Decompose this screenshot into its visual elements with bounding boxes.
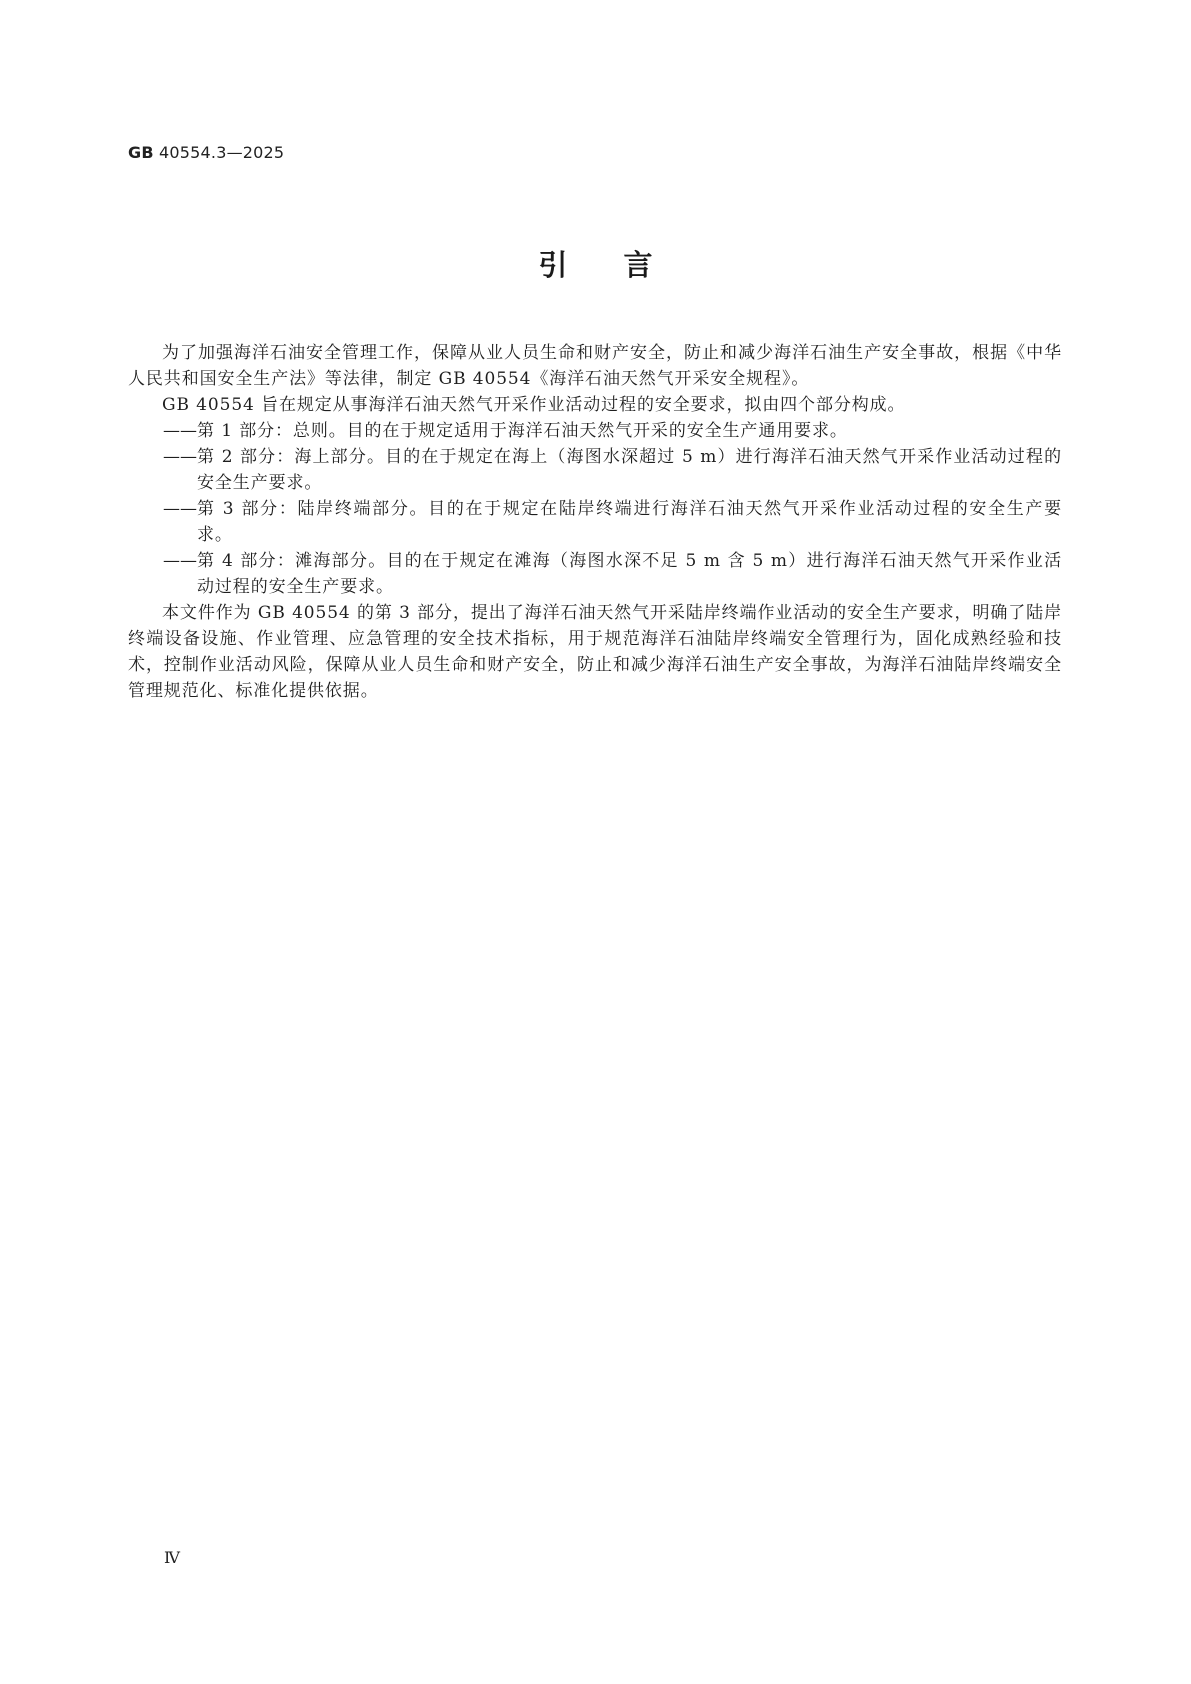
list-item-part-3 (128, 496, 1062, 548)
list-dash: —— (163, 447, 197, 467)
list-item-text: 第 1 部分：总则。目的在于规定适用于海洋石油天然气开采的安全生产通用要求。 (197, 421, 848, 441)
closing-paragraph: 本文件作为 GB 40554 的第 3 部分，提出了海洋石油天然气开采陆岸终端作业活动的安全生产要求，明确了陆岸终端设备设施、作业管理、应急管理的安全技术指标，用于规范海洋石油陆岸终端安全管理行为，固化成熟经验和技术，控制作业活动风险，保障从业人员生命和财产安全，防止和减少海洋石油生产安全事故，为海洋石油陆岸终端安全管理规范化、标准化提供依据。 (128, 603, 1062, 701)
list-item-text: 第 3 部分：陆岸终端部分。目的在于规定在陆岸终端进行海洋石油天然气开采作业活动过程的安全生产要求。 (197, 499, 1062, 545)
list-item-part-4 (128, 548, 1062, 600)
list-dash: —— (163, 551, 197, 571)
list-item-text: 第 2 部分：海上部分。目的在于规定在海上（海图水深超过 5 m）进行海洋石油天然气开采作业活动过程的安全生产要求。 (197, 447, 1062, 493)
standard-code (128, 143, 284, 162)
list-item-part-2 (128, 444, 1062, 496)
list-dash: —— (163, 421, 197, 441)
page-number: Ⅳ (164, 1548, 180, 1567)
list-item-part-1 (128, 418, 1062, 444)
intro-paragraph-2: GB 40554 旨在规定从事海洋石油天然气开采作业活动过程的安全要求，拟由四个部分构成。 (162, 395, 906, 415)
list-item-text: 第 4 部分：滩海部分。目的在于规定在滩海（海图水深不足 5 m 含 5 m）进行海洋石油天然气开采作业活动过程的安全生产要求。 (197, 551, 1062, 597)
page-title: 引言 (538, 248, 709, 282)
list-dash: —— (163, 499, 197, 519)
document-body (128, 340, 1062, 704)
standard-code-prefix: GB (128, 143, 154, 162)
intro-paragraph-1: 为了加强海洋石油安全管理工作，保障从业人员生命和财产安全，防止和减少海洋石油生产安全事故，根据《中华人民共和国安全生产法》等法律，制定 GB 40554《海洋石油天然气开采安全规程》。 (128, 343, 1062, 389)
standard-code-number: 40554.3—2025 (153, 143, 285, 162)
